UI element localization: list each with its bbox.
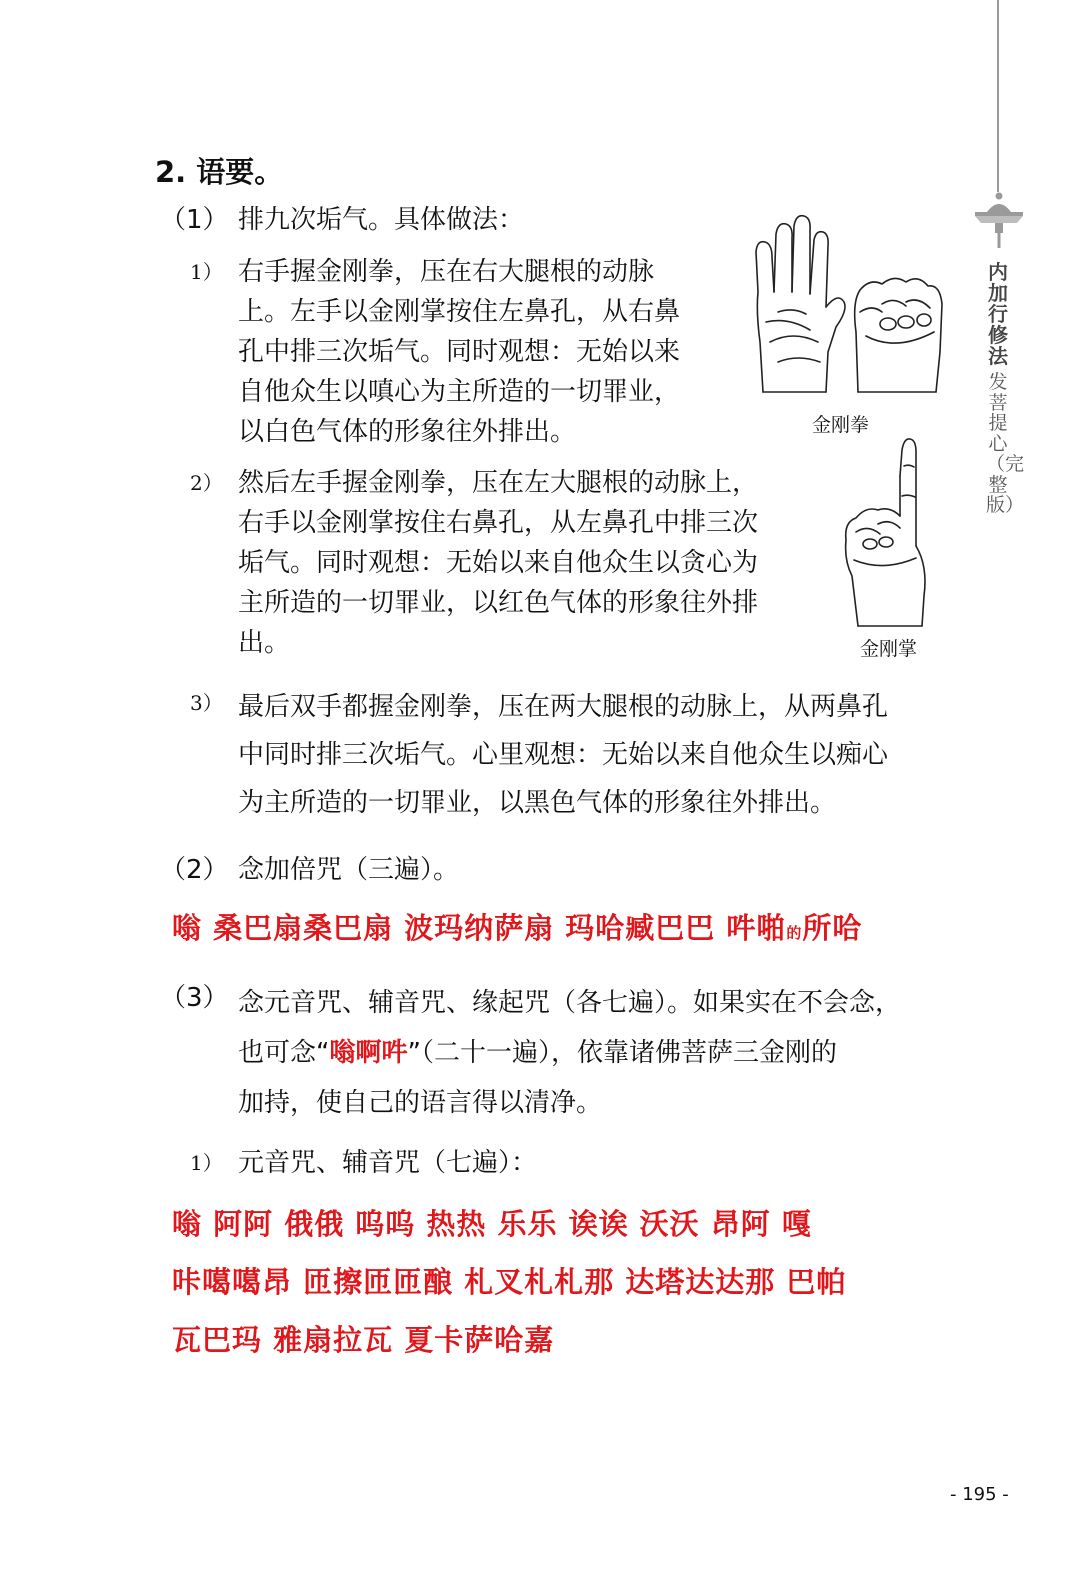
- sub-1-text: 元音咒、辅音咒（七遍）：: [238, 1148, 538, 1178]
- text-fragment: 也可念“: [238, 1038, 330, 1068]
- step-2-paragraph: [238, 463, 758, 663]
- text-fragment: ”（二十一遍），依靠诸佛菩萨三金刚的: [407, 1038, 837, 1068]
- step-1-paragraph: [238, 252, 680, 452]
- text-line: 以白色气体的形象往外排出。: [238, 417, 577, 447]
- text-line: 念元音咒、辅音咒、缘起咒（各七遍）。如果实在不会念，: [238, 988, 902, 1018]
- mantra-line: 瓦巴玛 雅扇拉瓦 夏卡萨哈嘉: [172, 1323, 555, 1357]
- mantra-end: 所哈: [802, 911, 863, 945]
- mantra-small-char: 的: [786, 924, 803, 942]
- text-line: 为主所造的一切罪业，以黑色气体的形象往外排出。: [238, 788, 837, 818]
- sidebar-book-title: 内加行修法: [988, 260, 1008, 368]
- item-1-text: 排九次垢气。具体做法：: [238, 205, 525, 235]
- text-line: 右手以金刚掌按住右鼻孔，从左鼻孔中排三次: [238, 508, 759, 538]
- text-line: 右手握金刚拳，压在右大腿根的动脉: [238, 257, 655, 287]
- item-3-label: （3）: [160, 983, 229, 1013]
- mantra-main: 嗡 桑巴扇桑巴扇 波玛纳萨扇 玛哈臧巴巴 吽啪: [172, 911, 787, 945]
- step-3-paragraph: [238, 683, 888, 827]
- text-line: 加持，使自己的语言得以清净。: [238, 1088, 603, 1118]
- text-line: 垢气。同时观想：无始以来自他众生以贪心为: [238, 548, 759, 578]
- vajra-palm-illustration: [838, 436, 938, 632]
- step-3-number: 3）: [190, 691, 223, 715]
- mantra-line: 咔噶噶昂 匝擦匝匝酿 札叉札札那 达塔达达那 巴帕: [172, 1265, 847, 1299]
- step-1-number: 1）: [190, 260, 223, 284]
- sidebar-vertical-line: [997, 0, 999, 192]
- text-line: 孔中排三次垢气。同时观想：无始以来: [238, 337, 681, 367]
- text-line: 中同时排三次垢气。心里观想：无始以来自他众生以痴心: [238, 740, 889, 770]
- text-line: 自他众生以嗔心为主所造的一切罪业，: [238, 377, 681, 407]
- double-mantra: [172, 906, 862, 947]
- step-2-number: 2）: [190, 471, 223, 495]
- sidebar-chapter-title: 发菩提心（完整版）: [986, 371, 1025, 516]
- fist-caption: 金刚拳: [812, 414, 870, 436]
- item-3-paragraph: [238, 978, 901, 1128]
- text-line: 最后双手都握金刚拳，压在两大腿根的动脉上，从两鼻孔: [238, 692, 889, 722]
- item-1-label: （1）: [160, 205, 229, 235]
- item-2-label: （2）: [160, 855, 229, 885]
- text-line: 然后左手握金刚拳，压在左大腿根的动脉上，: [238, 468, 759, 498]
- item-2-text: 念加倍咒（三遍）。: [238, 855, 460, 885]
- palm-caption: 金刚掌: [860, 638, 918, 660]
- text-line: 上。左手以金刚掌按住左鼻孔，从右鼻: [238, 297, 681, 327]
- sub-1-number: 1）: [190, 1151, 223, 1175]
- vowel-consonant-mantra: [172, 1195, 846, 1369]
- section-heading: 2. 语要。: [155, 155, 284, 189]
- vajra-fist-illustration: [748, 212, 948, 412]
- dharma-ornament-icon: [970, 190, 1028, 250]
- text-line: 主所造的一切罪业，以红色气体的形象往外排: [238, 588, 759, 618]
- text-line: 出。: [238, 628, 291, 658]
- mantra-line: 嗡 阿阿 俄俄 呜呜 热热 乐乐 诶诶 沃沃 昂阿 嘎: [172, 1207, 812, 1241]
- page-number: - 195 -: [950, 1484, 1009, 1505]
- text-line: [238, 1028, 901, 1078]
- om-ah-hum-mantra: 嗡啊吽: [329, 1038, 408, 1068]
